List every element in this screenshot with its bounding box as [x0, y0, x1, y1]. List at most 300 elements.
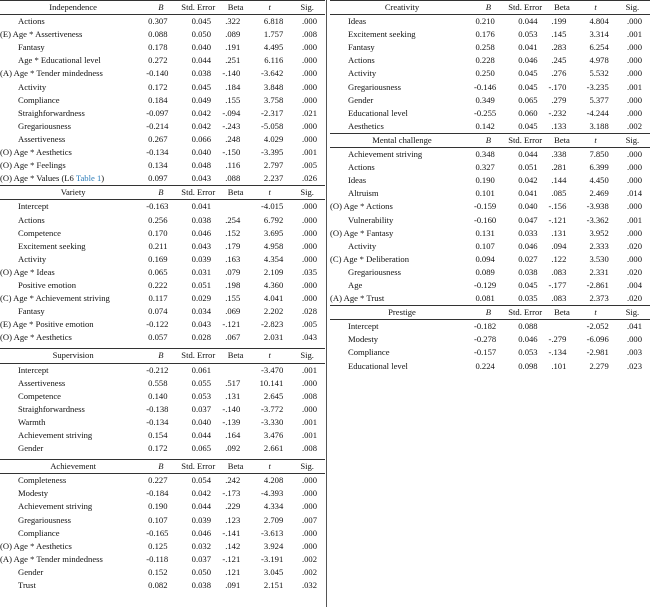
- row-label-text: Gregariousness: [18, 120, 71, 131]
- value-std-error: 0.044: [191, 55, 211, 66]
- row-label: [330, 41, 474, 54]
- value-b: 0.065: [148, 266, 168, 277]
- value-beta: .276: [551, 68, 567, 79]
- section-title: Prestige: [388, 307, 416, 318]
- value-b: 0.082: [148, 580, 168, 591]
- value-beta: .242: [225, 475, 241, 486]
- row-label-text: Gregariousness: [348, 266, 401, 277]
- value-t: 2.151: [263, 580, 284, 591]
- value-std-error: 0.031: [191, 266, 211, 277]
- value-sig: .000: [301, 42, 317, 53]
- section-mental-challenge: [330, 133, 650, 305]
- value-std-error: 0.041: [518, 188, 538, 199]
- value-t: -2.823: [261, 319, 284, 330]
- value-beta: .283: [551, 42, 567, 53]
- row-label: [0, 318, 146, 331]
- row-label-text: Excitement seeking: [348, 29, 416, 40]
- row-label: [0, 94, 146, 107]
- table-row: [0, 390, 325, 403]
- row-label-text: Intercept: [348, 321, 379, 332]
- value-sig: .032: [301, 580, 317, 591]
- value-std-error: 0.032: [191, 540, 211, 551]
- column-header-std-error: Std. Error: [181, 2, 216, 12]
- value-beta: -.173: [222, 488, 241, 499]
- value-beta: .133: [551, 120, 567, 131]
- table-row: [330, 227, 650, 240]
- column-header-std-error: Std. Error: [508, 307, 543, 318]
- row-label-text: Straighforwardness: [18, 403, 85, 414]
- value-sig: .000: [301, 133, 317, 144]
- row-label-text: Age * Values (L6: [13, 173, 76, 184]
- row-label: [0, 474, 146, 488]
- section-creativity: [330, 0, 650, 133]
- value-sig: .007: [301, 514, 317, 525]
- value-b: -0.212: [146, 364, 169, 375]
- value-sig: .028: [301, 306, 317, 317]
- value-std-error: 0.065: [191, 443, 211, 454]
- row-label: [0, 107, 146, 120]
- section-independence: [0, 0, 325, 185]
- value-b: 0.190: [148, 501, 168, 512]
- value-beta: .079: [225, 266, 241, 277]
- row-label: [330, 227, 474, 240]
- value-t: 3.848: [263, 81, 284, 92]
- value-sig: .043: [301, 332, 317, 343]
- value-std-error: 0.045: [518, 81, 538, 92]
- value-b: 0.272: [148, 55, 168, 66]
- row-label-text: Age * Tender mindedness: [13, 553, 103, 564]
- row-label: [330, 54, 474, 67]
- row-label-text: Ideas: [348, 16, 367, 27]
- value-beta: [221, 200, 250, 214]
- row-label-text: Aesthetics: [348, 120, 384, 131]
- row-label-text: Completeness: [18, 475, 67, 486]
- table-row: [0, 527, 325, 540]
- value-b: -0.134: [146, 416, 169, 427]
- row-label: [330, 120, 474, 133]
- value-sig: .000: [301, 501, 317, 512]
- row-label-text: Age * Deliberation: [343, 253, 410, 264]
- table-row: [0, 227, 325, 240]
- row-label: [0, 214, 146, 227]
- value-sig: .003: [626, 347, 642, 358]
- section-title: Independence: [49, 2, 97, 12]
- value-std-error: 0.042: [191, 107, 211, 118]
- value-b: 0.190: [475, 175, 495, 186]
- column-header-beta: Beta: [227, 187, 244, 198]
- value-beta: .101: [551, 360, 567, 371]
- value-beta: .281: [551, 162, 567, 173]
- value-std-error: 0.039: [191, 253, 211, 264]
- value-sig: .000: [301, 94, 317, 105]
- row-label-text: Age * Tender mindedness: [13, 68, 103, 79]
- value-beta: -.156: [548, 201, 567, 212]
- row-label: [0, 553, 146, 566]
- value-t: 3.188: [589, 120, 609, 131]
- value-t: 4.958: [263, 240, 284, 251]
- row-label: [330, 81, 474, 94]
- row-label: [330, 320, 474, 334]
- table-row: [0, 28, 325, 41]
- row-label: [0, 240, 146, 253]
- value-b: 0.227: [148, 475, 168, 486]
- row-label-text: Age * Assertiveness: [12, 29, 83, 40]
- value-sig: .000: [626, 201, 642, 212]
- value-t: 4.450: [589, 175, 609, 186]
- row-label: [330, 161, 474, 174]
- value-std-error: 0.065: [518, 94, 538, 105]
- value-beta: .123: [225, 514, 241, 525]
- value-std-error: 0.061: [191, 364, 211, 375]
- row-label: [0, 120, 146, 133]
- value-sig: .004: [626, 279, 642, 290]
- table-row: [0, 120, 325, 133]
- table-row: [0, 146, 325, 159]
- value-b: -0.118: [146, 553, 169, 564]
- value-beta: .245: [551, 55, 567, 66]
- column-header-beta: Beta: [554, 134, 570, 145]
- row-label-text: Achievement striving: [18, 430, 93, 440]
- value-beta: .338: [551, 149, 567, 160]
- value-t: -4.015: [261, 201, 284, 212]
- value-t: -2.317: [261, 107, 284, 118]
- value-beta: .152: [225, 227, 241, 238]
- table-row: [0, 107, 325, 120]
- table-row: [0, 253, 325, 266]
- value-b: 0.184: [148, 94, 168, 105]
- value-std-error: 0.046: [518, 334, 538, 345]
- value-b: 0.211: [148, 240, 168, 251]
- value-std-error: 0.046: [518, 55, 538, 66]
- value-std-error: 0.098: [518, 360, 538, 371]
- row-label-text: Educational level: [348, 107, 408, 118]
- section-prestige: [330, 305, 650, 372]
- row-label: [0, 200, 146, 214]
- row-label: [0, 305, 146, 318]
- value-b: 0.169: [148, 253, 168, 264]
- table-row: [0, 159, 325, 172]
- value-t: 2.645: [263, 390, 284, 401]
- value-t: 6.254: [589, 42, 609, 53]
- table-row: [330, 187, 650, 200]
- value-sig: .014: [626, 188, 642, 199]
- column-header-sig: Sig.: [300, 350, 314, 361]
- table-row: [0, 363, 325, 377]
- column-header-b: B: [485, 2, 492, 12]
- value-sig: .000: [301, 253, 317, 264]
- value-beta: .279: [551, 94, 567, 105]
- value-sig: .001: [626, 81, 642, 92]
- value-sig: .000: [301, 403, 317, 414]
- value-b: -0.163: [146, 201, 169, 212]
- value-beta: .094: [551, 240, 567, 251]
- value-beta: .229: [225, 501, 241, 512]
- value-std-error: 0.043: [191, 173, 211, 184]
- table-row: [0, 133, 325, 146]
- value-t: 3.530: [589, 253, 609, 264]
- row-label: [330, 67, 474, 80]
- value-std-error: 0.038: [191, 214, 211, 225]
- row-label-text: Fantasy: [18, 306, 45, 317]
- table-row: [330, 346, 650, 359]
- row-label: [0, 579, 146, 592]
- section-title: Variety: [60, 187, 86, 198]
- row-label-text: Fantasy: [348, 42, 375, 53]
- column-header-beta: Beta: [554, 307, 570, 318]
- value-sig: .020: [626, 266, 642, 277]
- value-beta: .198: [225, 279, 241, 290]
- right-column: [330, 0, 650, 373]
- row-label: [0, 292, 146, 305]
- value-t: 4.041: [263, 293, 284, 304]
- value-std-error: 0.047: [518, 214, 538, 225]
- row-label-text: Achievement striving: [348, 149, 423, 160]
- column-header-b: B: [158, 350, 164, 361]
- table-row: [0, 240, 325, 253]
- row-label-text: Age: [348, 279, 363, 290]
- value-b: 0.210: [475, 16, 495, 27]
- value-sig: .001: [301, 364, 317, 375]
- value-sig: .008: [301, 443, 317, 454]
- value-sig: .000: [626, 175, 642, 186]
- section-header: [0, 1, 325, 15]
- value-beta: .179: [225, 240, 241, 251]
- row-label: [0, 429, 146, 442]
- table-row: [0, 500, 325, 513]
- column-header-sig: Sig.: [625, 307, 640, 318]
- value-t: 6.116: [264, 55, 284, 66]
- row-label-text: Ideas: [348, 175, 367, 186]
- value-beta: .092: [225, 443, 241, 454]
- value-t: 2.237: [263, 173, 284, 184]
- row-label: [0, 41, 146, 54]
- left-column: [0, 0, 325, 592]
- table-row: [0, 487, 325, 500]
- value-b: 0.089: [475, 266, 495, 277]
- value-std-error: 0.049: [191, 94, 211, 105]
- value-sig: .021: [301, 107, 317, 118]
- value-b: -0.097: [146, 107, 169, 118]
- value-b: -0.140: [146, 68, 169, 79]
- row-label: [330, 187, 474, 200]
- row-label: [0, 331, 146, 344]
- row-label-text: Age * Educational level: [18, 55, 101, 66]
- value-std-error: 0.088: [518, 321, 538, 332]
- row-label-text: Actions: [348, 162, 375, 173]
- value-sig: .001: [301, 430, 317, 440]
- value-b: 0.131: [475, 227, 495, 238]
- row-label-text: Age * Ideas: [13, 266, 55, 277]
- value-b: 0.349: [475, 94, 495, 105]
- value-b: 0.107: [475, 240, 495, 251]
- value-beta: -.170: [548, 81, 567, 92]
- table-row: [0, 429, 325, 442]
- table-row: [330, 292, 650, 305]
- column-header-sig: Sig.: [300, 461, 314, 472]
- row-label-text: Age * Actions: [343, 201, 393, 212]
- value-std-error: 0.048: [191, 160, 211, 171]
- row-label-text: Age * Achievement striving: [13, 293, 110, 304]
- value-sig: .020: [626, 293, 642, 304]
- row-label-text: Compliance: [18, 94, 60, 105]
- value-sig: .000: [301, 293, 317, 304]
- value-b: 0.327: [475, 162, 495, 173]
- value-t: 2.331: [589, 266, 609, 277]
- column-header-b: B: [158, 187, 164, 198]
- column-header-b: B: [158, 2, 164, 12]
- value-t: 4.978: [589, 55, 609, 66]
- row-label: [330, 94, 474, 107]
- value-std-error: 0.053: [518, 347, 538, 358]
- row-label-text: Trust: [18, 580, 36, 591]
- value-std-error: 0.033: [518, 227, 538, 238]
- table-row: [330, 161, 650, 174]
- section-header: [0, 460, 325, 474]
- value-t: 2.279: [589, 360, 609, 371]
- row-label: [330, 266, 474, 279]
- row-label: [0, 540, 146, 553]
- value-beta: .091: [225, 580, 241, 591]
- value-beta: -.243: [222, 120, 241, 131]
- value-beta: .067: [225, 332, 241, 343]
- value-b: 0.094: [475, 253, 495, 264]
- value-beta: .248: [225, 133, 241, 144]
- row-label: [0, 403, 146, 416]
- value-std-error: 0.053: [518, 29, 538, 40]
- value-t: 6.818: [263, 16, 284, 27]
- value-std-error: 0.041: [191, 201, 211, 212]
- value-std-error: 0.041: [518, 42, 538, 53]
- value-std-error: 0.060: [518, 107, 538, 118]
- value-sig: .000: [301, 201, 317, 212]
- table-row: [330, 200, 650, 213]
- value-b: -0.129: [474, 279, 497, 290]
- value-t: 6.792: [263, 214, 284, 225]
- row-label: [330, 174, 474, 187]
- value-sig: .000: [626, 253, 642, 264]
- row-prefix: (O): [0, 147, 12, 158]
- table-row: [330, 174, 650, 187]
- row-prefix: (O): [0, 160, 12, 171]
- column-header-std-error: Std. Error: [181, 461, 216, 472]
- value-beta: -.121: [222, 319, 241, 330]
- value-sig: .000: [301, 55, 317, 66]
- row-label-text: Compliance: [18, 527, 60, 538]
- section-header: [330, 306, 650, 320]
- table-row: [0, 81, 325, 94]
- section-header: [330, 1, 650, 15]
- column-header-beta: Beta: [227, 461, 244, 472]
- row-label-text: Assertiveness: [18, 133, 66, 144]
- value-b: 0.081: [475, 293, 495, 304]
- row-label-text: Intercept: [18, 201, 49, 212]
- value-b: 0.088: [148, 29, 168, 40]
- section-header: [330, 133, 650, 147]
- row-label-text: Vulnerability: [348, 214, 394, 225]
- value-std-error: 0.046: [191, 527, 211, 538]
- value-t: 7.850: [589, 149, 609, 160]
- row-label-text: Age * Positive emotion: [12, 319, 94, 330]
- value-t: -3.362: [586, 214, 609, 225]
- row-label: [0, 500, 146, 513]
- column-header-std-error: Std. Error: [508, 2, 543, 12]
- column-header-t: t: [594, 2, 597, 12]
- value-beta: .164: [225, 430, 241, 440]
- row-label: [0, 227, 146, 240]
- value-beta: .144: [551, 175, 567, 186]
- row-label: [330, 15, 474, 29]
- row-label-text: Age * Feelings: [13, 160, 66, 171]
- row-label-text: Activity: [348, 240, 377, 251]
- value-beta: .145: [551, 29, 567, 40]
- value-t: -3.330: [261, 416, 284, 427]
- row-label: [0, 514, 146, 527]
- value-b: 0.074: [148, 306, 168, 317]
- row-label: [0, 266, 146, 279]
- value-beta: .322: [225, 16, 241, 27]
- value-sig: .002: [626, 120, 642, 131]
- value-beta: .085: [551, 188, 567, 199]
- value-b: 0.107: [148, 514, 168, 525]
- value-beta: .122: [551, 253, 567, 264]
- row-label-text: Competence: [18, 227, 61, 238]
- column-header-t: t: [268, 461, 271, 472]
- value-std-error: 0.051: [191, 279, 211, 290]
- value-beta: -.121: [222, 553, 241, 564]
- value-std-error: 0.045: [191, 81, 211, 92]
- column-header-std-error: Std. Error: [508, 134, 543, 145]
- value-t: -4.393: [261, 488, 284, 499]
- row-label: [0, 566, 146, 579]
- value-b: 0.222: [148, 279, 168, 290]
- value-sig: .000: [301, 527, 317, 538]
- row-label-text: Assertiveness: [18, 377, 66, 388]
- value-b: -0.134: [146, 147, 169, 158]
- value-t: 3.695: [263, 227, 284, 238]
- value-t: 3.314: [589, 29, 609, 40]
- value-beta: .089: [225, 29, 241, 40]
- row-label-text: Actions: [348, 55, 375, 66]
- value-std-error: 0.050: [191, 29, 211, 40]
- value-sig: .000: [301, 540, 317, 551]
- value-b: -0.146: [474, 81, 497, 92]
- value-beta: -.134: [548, 347, 567, 358]
- table-row: [0, 540, 325, 553]
- value-std-error: 0.066: [191, 133, 211, 144]
- column-header-beta: Beta: [554, 2, 570, 12]
- value-b: 0.558: [148, 377, 168, 388]
- value-sig: .000: [301, 81, 317, 92]
- value-b: 0.142: [475, 120, 495, 131]
- value-beta: -.140: [222, 403, 241, 414]
- column-header-t: t: [594, 134, 597, 145]
- value-sig: .000: [301, 120, 317, 131]
- section-title: Supervision: [52, 350, 94, 361]
- value-beta: -.139: [222, 416, 241, 427]
- value-sig: .035: [301, 266, 317, 277]
- value-sig: .000: [626, 107, 642, 118]
- value-std-error: 0.043: [191, 319, 211, 330]
- column-header-t: t: [268, 187, 271, 198]
- table-row: [0, 318, 325, 331]
- table-row: [330, 253, 650, 266]
- value-std-error: 0.045: [191, 16, 211, 27]
- value-b: 0.152: [148, 566, 168, 577]
- value-t: -5.058: [261, 120, 284, 131]
- table-reference-link[interactable]: Table 1: [75, 173, 102, 184]
- table-row: [0, 579, 325, 592]
- table-row: [0, 292, 325, 305]
